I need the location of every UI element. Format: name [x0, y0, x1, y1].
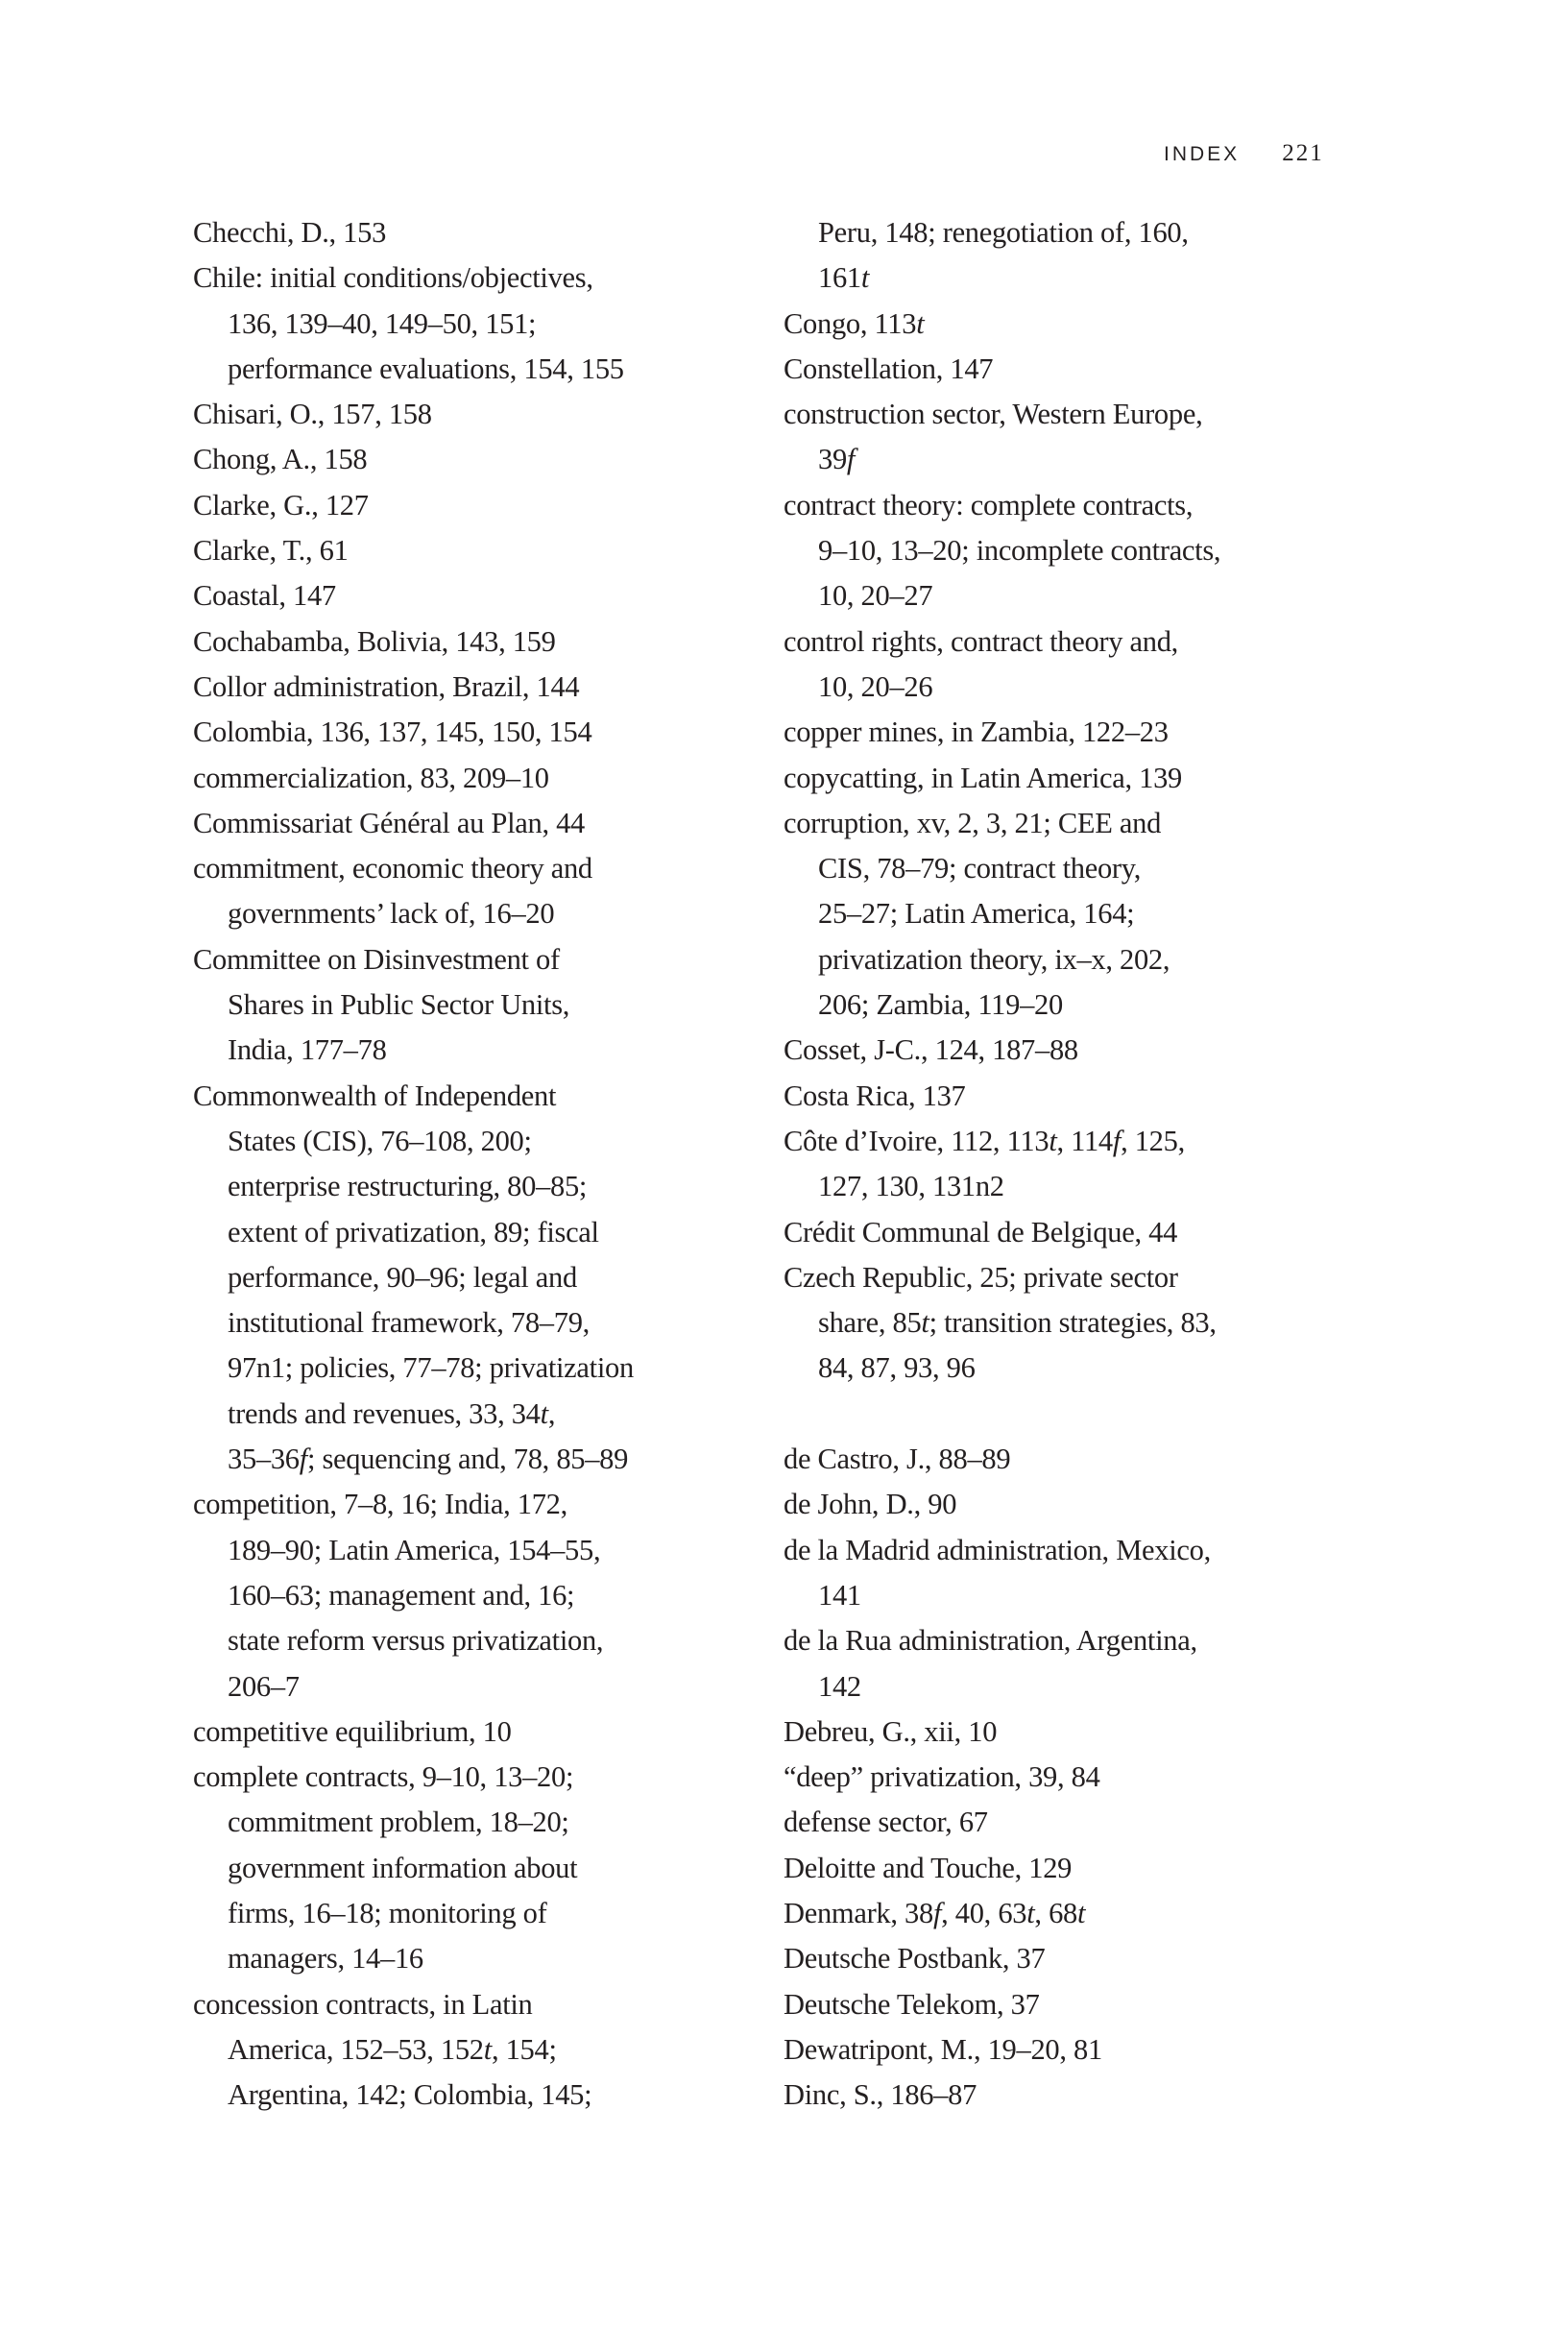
locator-suffix: t: [921, 1306, 929, 1340]
index-entry-continuation: 141: [818, 1578, 861, 1612]
index-entry: copper mines, in Zambia, 122–23: [784, 715, 1169, 749]
locator-suffix: t: [1049, 1124, 1057, 1157]
index-entry: Commissariat Général au Plan, 44: [193, 806, 585, 839]
index-entry-continuation: 39f: [818, 443, 856, 476]
index-entry-continuation: 35–36f; sequencing and, 78, 85–89: [228, 1443, 629, 1476]
index-entry-continuation: CIS, 78–79; contract theory,: [818, 852, 1142, 885]
index-entry-continuation: governments’ lack of, 16–20: [228, 897, 555, 931]
index-entry: Congo, 113t: [784, 306, 925, 340]
index-entry: defense sector, 67: [784, 1806, 988, 1839]
index-entry-continuation: 25–27; Latin America, 164;: [818, 897, 1135, 931]
index-entry: Committee on Disinvestment of: [193, 942, 560, 976]
index-entry: Colombia, 136, 137, 145, 150, 154: [193, 715, 592, 749]
index-entry-continuation: Shares in Public Sector Units,: [228, 988, 570, 1022]
index-entry: Clarke, G., 127: [193, 488, 369, 521]
index-entry-continuation: Argentina, 142; Colombia, 145;: [228, 2078, 592, 2112]
spacer: [784, 1392, 1379, 1437]
locator-suffix: f: [299, 1443, 307, 1476]
index-entry: Chong, A., 158: [193, 443, 368, 476]
index-entry-continuation: 9–10, 13–20; incomplete contracts,: [818, 534, 1221, 568]
index-entry: Chile: initial conditions/objectives,: [193, 261, 593, 295]
index-entry: Coastal, 147: [193, 579, 336, 613]
index-entry: Cochabamba, Bolivia, 143, 159: [193, 624, 556, 658]
index-entry: competition, 7–8, 16; India, 172,: [193, 1488, 567, 1521]
index-entry: construction sector, Western Europe,: [784, 398, 1203, 431]
index-entry: Deutsche Telekom, 37: [784, 1987, 1040, 2021]
index-entry-continuation: share, 85t; transition strategies, 83,: [818, 1306, 1217, 1340]
index-entry: contract theory: complete contracts,: [784, 488, 1194, 521]
running-head: [1164, 140, 1324, 169]
index-entry: de Castro, J., 88–89: [784, 1443, 1011, 1476]
index-entry: Debreu, G., xii, 10: [784, 1714, 998, 1748]
index-entry: Cosset, J-C., 124, 187–88: [784, 1033, 1078, 1067]
index-entry-continuation: Peru, 148; renegotiation of, 160,: [818, 216, 1189, 249]
index-entry-continuation: performance evaluations, 154, 155: [228, 352, 624, 385]
index-entry-continuation: performance, 90–96; legal and: [228, 1260, 577, 1294]
index-entry: Crédit Communal de Belgique, 44: [784, 1215, 1178, 1249]
index-entry-continuation: America, 152–53, 152t, 154;: [228, 2032, 557, 2066]
index-entry-continuation: 10, 20–26: [818, 669, 933, 703]
index-entry: de la Madrid administration, Mexico,: [784, 1533, 1211, 1566]
index-entry-continuation: enterprise restructuring, 80–85;: [228, 1170, 588, 1203]
index-entry-continuation: States (CIS), 76–108, 200;: [228, 1124, 532, 1157]
index-entry-continuation: 127, 130, 131n2: [818, 1170, 1004, 1203]
locator-suffix: t: [540, 1396, 548, 1430]
index-entry: de John, D., 90: [784, 1488, 957, 1521]
index-entry: Dewatripont, M., 19–20, 81: [784, 2032, 1102, 2066]
index-entry-continuation: 161t: [818, 261, 870, 295]
running-head-label: INDEX: [1164, 143, 1241, 165]
index-entry: concession contracts, in Latin: [193, 1987, 533, 2021]
index-entry-continuation: 160–63; management and, 16;: [228, 1578, 575, 1612]
index-entry: Checchi, D., 153: [193, 216, 387, 249]
index-entry-continuation: trends and revenues, 33, 34t,: [228, 1396, 556, 1430]
index-entry-continuation: 189–90; Latin America, 154–55,: [228, 1533, 601, 1566]
index-entry: complete contracts, 9–10, 13–20;: [193, 1760, 574, 1794]
locator-suffix: f: [1112, 1124, 1122, 1157]
index-entry: Deutsche Postbank, 37: [784, 1942, 1046, 1976]
locator-suffix: f: [846, 443, 856, 476]
index-entry: Deloitte and Touche, 129: [784, 1851, 1073, 1884]
index-entry: commercialization, 83, 209–10: [193, 761, 549, 794]
index-entry-continuation: 10, 20–27: [818, 579, 933, 613]
index-column-left: [193, 210, 760, 2118]
index-entry-continuation: 206; Zambia, 119–20: [818, 988, 1063, 1022]
index-entry: competitive equilibrium, 10: [193, 1714, 512, 1748]
index-entry-continuation: 206–7: [228, 1669, 300, 1703]
index-entry: Collor administration, Brazil, 144: [193, 669, 580, 703]
locator-suffix: t: [916, 306, 925, 340]
index-entry-continuation: commitment problem, 18–20;: [228, 1806, 569, 1839]
locator-suffix: t: [1026, 1896, 1035, 1929]
index-entry: de la Rua administration, Argentina,: [784, 1624, 1197, 1658]
index-entry-continuation: state reform versus privatization,: [228, 1624, 604, 1658]
index-entry-continuation: institutional framework, 78–79,: [228, 1306, 590, 1340]
index-entry: Denmark, 38f, 40, 63t, 68t: [784, 1896, 1086, 1929]
locator-suffix: t: [483, 2032, 492, 2066]
index-entry: Costa Rica, 137: [784, 1079, 966, 1112]
index-entry-continuation: extent of privatization, 89; fiscal: [228, 1215, 599, 1249]
index-entry-continuation: firms, 16–18; monitoring of: [228, 1896, 547, 1929]
index-entry-continuation: government information about: [228, 1851, 578, 1884]
locator-suffix: f: [932, 1896, 942, 1929]
index-column-right: [784, 210, 1379, 2118]
locator-suffix: t: [860, 261, 870, 295]
index-entry: “deep” privatization, 39, 84: [784, 1760, 1100, 1794]
index-entry: Commonwealth of Independent: [193, 1079, 557, 1112]
index-entry-continuation: 136, 139–40, 149–50, 151;: [228, 306, 537, 340]
index-entry-continuation: managers, 14–16: [228, 1942, 423, 1976]
index-entry: Clarke, T., 61: [193, 534, 349, 568]
index-entry: commitment, economic theory and: [193, 852, 592, 885]
index-entry: corruption, xv, 2, 3, 21; CEE and: [784, 806, 1162, 839]
index-entry-continuation: India, 177–78: [228, 1033, 387, 1067]
index-entry: Chisari, O., 157, 158: [193, 398, 432, 431]
index-entry-continuation: 97n1; policies, 77–78; privatization: [228, 1351, 634, 1385]
locator-suffix: t: [1076, 1896, 1086, 1929]
index-entry-continuation: privatization theory, ix–x, 202,: [818, 942, 1170, 976]
index-entry: copycatting, in Latin America, 139: [784, 761, 1182, 794]
index-entry: Czech Republic, 25; private sector: [784, 1260, 1178, 1294]
page-number: 221: [1282, 140, 1324, 166]
index-entry: control rights, contract theory and,: [784, 624, 1178, 658]
index-entry-continuation: 142: [818, 1669, 861, 1703]
index-entry: Constellation, 147: [784, 352, 994, 385]
index-entry-continuation: 84, 87, 93, 96: [818, 1351, 976, 1385]
index-entry: Côte d’Ivoire, 112, 113t, 114f, 125,: [784, 1124, 1185, 1157]
index-entry: Dinc, S., 186–87: [784, 2078, 977, 2112]
